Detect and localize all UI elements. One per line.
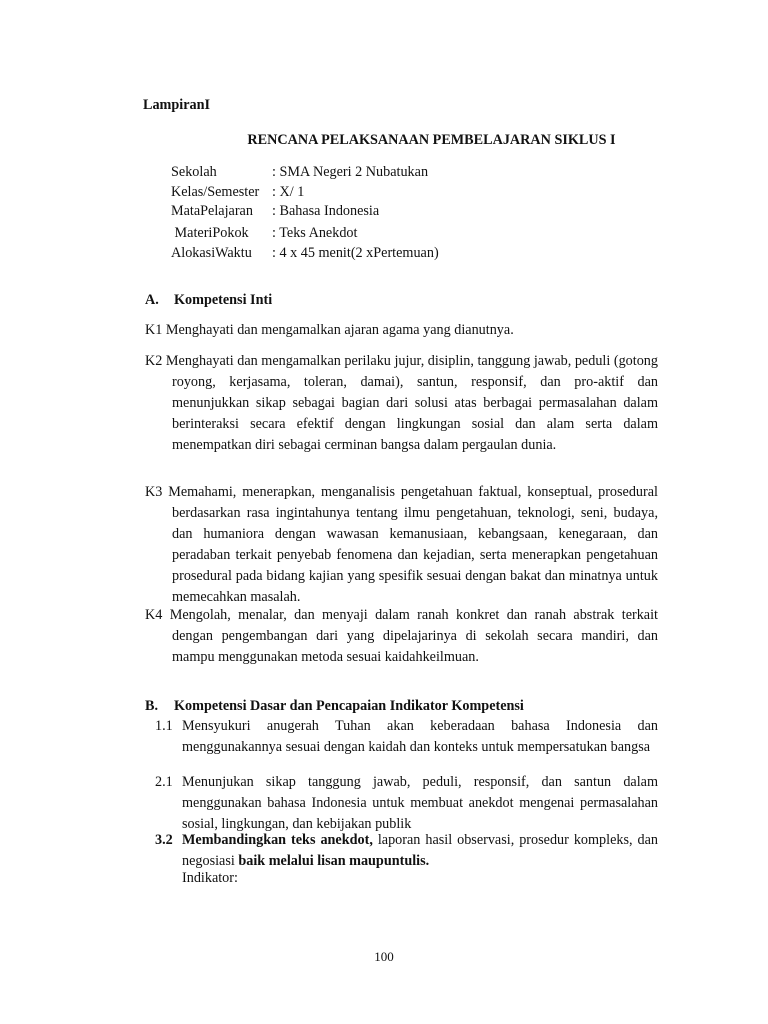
section-letter: A. — [145, 292, 159, 308]
section-a-heading — [145, 290, 272, 311]
section-letter: B. — [145, 698, 159, 714]
identity-row-time — [171, 243, 439, 264]
core-competence-k3: K3 Memahami, menerapkan, menganalisis pengetahuan faktual, konseptual, prosedural berdasarkan rasa ingintahunya tentang ilmu pengetahuan, teknologi, seni, budaya, dan humaniora dengan wawasan kemanusiaan, kebangsaan, kenegaraan, dan peradaban terkait penyebab fenomena dan kejadian, serta menerapkan pengetahuan prosedural pada bidang kajian yang spesifik sesuai dengan bakat dan minatnya untuk memecahkan masalah. — [145, 484, 658, 605]
basic-competence-3-2 — [155, 830, 658, 872]
core-competence-k2: K2 Menghayati dan mengamalkan perilaku jujur, disiplin, tanggung jawab, peduli (gotong royong, kerjasama, toleran, damai), santun, responsif, dan pro-aktif dan menunjukkan sikap sebagai bagian dari solusi atas berbagai permasalahan dalam berinteraksi secara efektif dengan lingkungan sosial dan alam serta dalam menempatkan diri sebagai cerminan bangsa dalam pergaulan dunia. — [145, 353, 658, 453]
identity-row-topic — [171, 223, 357, 244]
identity-label: Sekolah — [171, 164, 217, 180]
identity-row-subject — [171, 201, 379, 222]
competence-text: Menunjukan sikap tanggung jawab, peduli, responsif, dan santun dalam menggunakan bahasa Indonesia untuk membuat anekdot mengenai permasalahan sosial, lingkungan, dan kebijakan publik — [182, 774, 658, 832]
core-competence-k1: K1 Menghayati dan mengamalkan ajaran agama yang dianutnya. — [145, 322, 514, 338]
competence-text: Mensyukuri anugerah Tuhan akan keberadaan bahasa Indonesia dan menggunakannya sesuai dengan kaidah dan konteks untuk mempersatukan bangsa — [182, 718, 658, 755]
competence-text: laporan hasil observasi, prosedur kompleks, dan negosiasi — [182, 832, 658, 869]
identity-label: MataPelajaran — [171, 203, 253, 219]
section-title: Kompetensi Dasar dan Pencapaian Indikator Kompetensi — [174, 698, 524, 714]
indicator-label: Indikator: — [182, 870, 238, 886]
identity-value: : Bahasa Indonesia — [272, 203, 380, 219]
core-competence-k4: K4 Mengolah, menalar, dan menyaji dalam ranah konkret dan ranah abstrak terkait dengan pengembangan dari yang dipelajarinya di sekolah secara mandiri, dan mampu menggunakan metoda sesuai kaidahkeilmuan. — [145, 607, 658, 665]
competence-number: 1.1 — [155, 718, 173, 734]
document-title: RENCANA PELAKSANAAN PEMBELAJARAN SIKLUS I — [247, 132, 616, 148]
identity-row-school — [171, 162, 428, 183]
identity-label: AlokasiWaktu — [171, 245, 252, 261]
identity-value: : SMA Negeri 2 Nubatukan — [272, 164, 429, 180]
section-title: Kompetensi Inti — [174, 292, 273, 308]
basic-competence-2-1 — [155, 772, 658, 835]
section-b-heading — [145, 696, 524, 717]
page-number: 100 — [374, 949, 394, 964]
appendix-label: LampiranI — [143, 97, 211, 113]
identity-value: : Teks Anekdot — [272, 225, 358, 241]
identity-label: Kelas/Semester — [171, 184, 260, 200]
competence-text-bold: baik melalui lisan maupuntulis. — [238, 853, 430, 869]
identity-label: MateriPokok — [171, 225, 249, 241]
competence-number: 3.2 — [155, 832, 173, 848]
identity-row-class — [171, 182, 304, 203]
competence-text-bold: Membandingkan teks anekdot, — [182, 832, 373, 848]
identity-value: : X/ 1 — [272, 184, 305, 200]
basic-competence-1-1 — [155, 716, 658, 758]
competence-number: 2.1 — [155, 774, 173, 790]
identity-value: : 4 x 45 menit(2 xPertemuan) — [272, 245, 439, 261]
